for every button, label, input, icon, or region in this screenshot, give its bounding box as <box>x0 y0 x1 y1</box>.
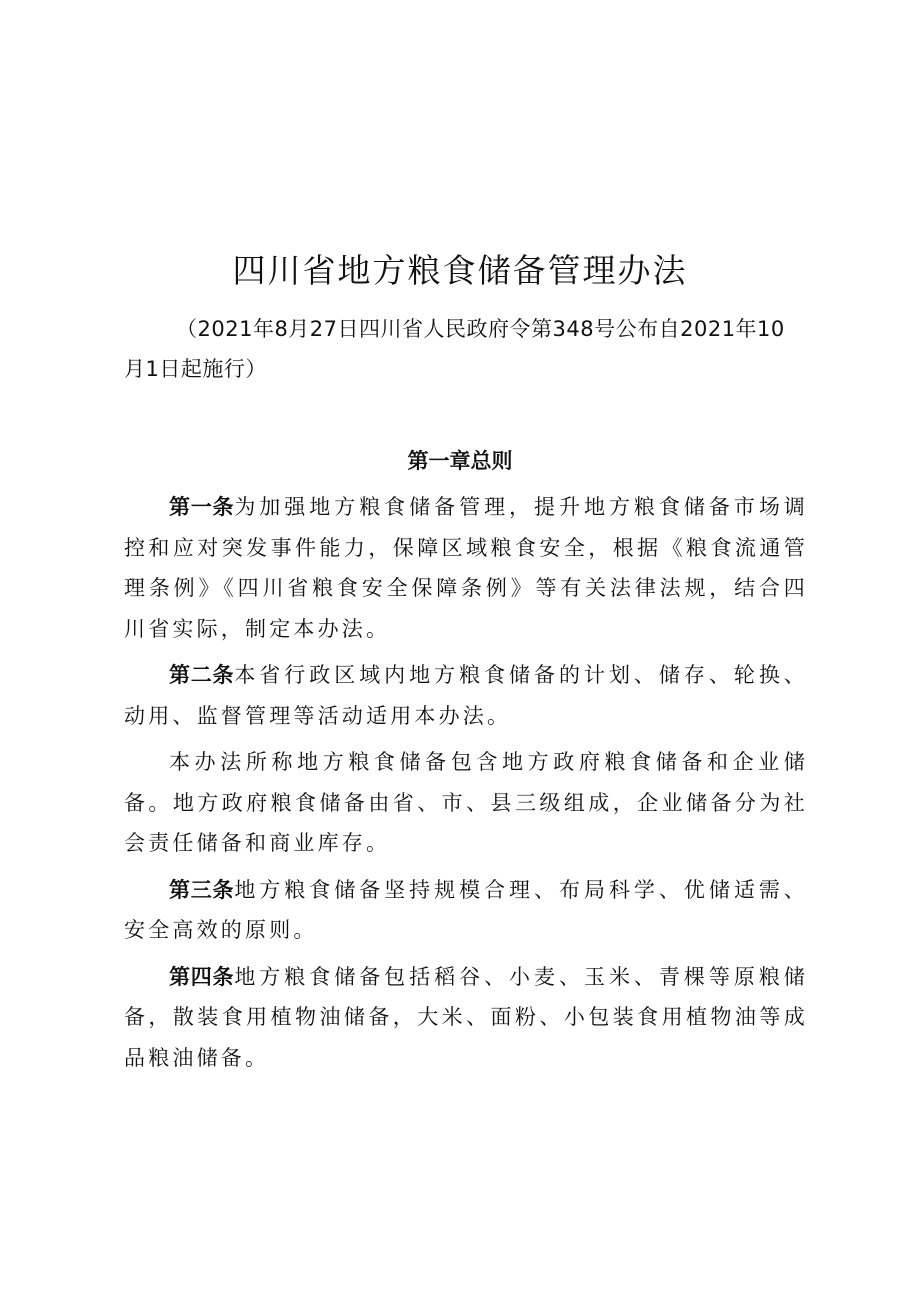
article-text: 地方粮食储备包括稻谷、小麦、玉米、青棵等原粮储备，散装食用植物油储备，大米、面粉、小包装食用植物油等成品粮油储备。 <box>124 964 808 1070</box>
document-title: 四川省地方粮食储备管理办法 <box>232 251 688 290</box>
article-2-paragraph <box>124 655 808 736</box>
article-4-paragraph <box>124 957 808 1079</box>
article-2-continuation-paragraph <box>124 742 808 864</box>
article-text: 地方粮食储备坚持规模合理、布局科学、优储适需、安全高效的原则。 <box>124 877 808 942</box>
article-3-paragraph <box>124 870 808 951</box>
article-text: 本省行政区域内地方粮食储备的计划、储存、轮换、动用、监督管理等活动适用本办法。 <box>124 663 808 728</box>
article-label: 第一条 <box>169 495 235 519</box>
chapter-heading: 第一章总则 <box>407 449 513 473</box>
article-label: 第四条 <box>169 964 235 989</box>
article-label: 第二条 <box>169 663 235 687</box>
article-label: 第三条 <box>169 877 235 902</box>
article-1-paragraph <box>124 487 808 649</box>
document-subtitle: （2021年8月27日四川省人民政府令第348号公布自2021年10月1日起施行） <box>124 317 785 381</box>
article-text: 本办法所称地方粮食储备包含地方政府粮食储备和企业储备。地方政府粮食储备由省、市、县三级组成，企业储备分为社会责任储备和商业库存。 <box>124 750 808 855</box>
article-text: 为加强地方粮食储备管理，提升地方粮食储备市场调控和应对突发事件能力，保障区域粮食安全，根据《粮食流通管理条例》《四川省粮食安全保障条例》等有关法律法规，结合四川省实际，制定本办法。 <box>124 495 808 641</box>
document-body <box>124 487 808 1084</box>
